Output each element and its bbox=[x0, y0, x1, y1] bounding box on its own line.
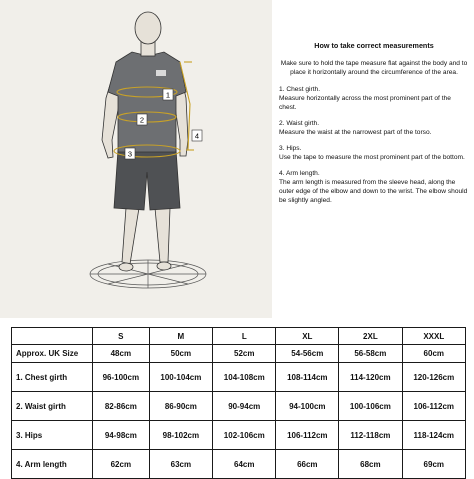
instruction-hips bbox=[279, 144, 469, 162]
marker-2-label: 2 bbox=[139, 115, 145, 125]
instruction-text: Measure horizontally across the most prominent part of the chest. bbox=[279, 95, 451, 111]
table-cell: 118-124cm bbox=[402, 421, 465, 450]
size-header: XL bbox=[276, 328, 339, 345]
t-shirt bbox=[108, 52, 186, 152]
shorts bbox=[114, 150, 180, 210]
table-corner-cell bbox=[12, 328, 93, 345]
instruction-chest bbox=[279, 85, 469, 112]
shirt-logo-icon bbox=[156, 70, 166, 76]
table-cell: 90-94cm bbox=[213, 392, 276, 421]
table-cell: 86-90cm bbox=[149, 392, 212, 421]
table-cell: 64cm bbox=[213, 450, 276, 479]
table-cell: 66cm bbox=[276, 450, 339, 479]
row-label: 4. Arm length bbox=[12, 450, 93, 479]
size-header: 2XL bbox=[339, 328, 402, 345]
table-cell: 108-114cm bbox=[276, 363, 339, 392]
table-row bbox=[12, 345, 466, 363]
marker-4 bbox=[192, 130, 202, 141]
size-chart-table bbox=[11, 327, 466, 479]
mannequin-drawing bbox=[0, 0, 272, 318]
row-label: 3. Hips bbox=[12, 421, 93, 450]
table-row bbox=[12, 450, 466, 479]
table-cell: 112-118cm bbox=[339, 421, 402, 450]
table-cell: 60cm bbox=[402, 345, 465, 363]
table-cell: 69cm bbox=[402, 450, 465, 479]
table-cell: 102-106cm bbox=[213, 421, 276, 450]
table-cell: 50cm bbox=[149, 345, 212, 363]
floor-target-icon bbox=[90, 260, 206, 288]
table-cell: 52cm bbox=[213, 345, 276, 363]
size-header: L bbox=[213, 328, 276, 345]
measurement-illustration bbox=[0, 0, 272, 318]
row-label: 1. Chest girth bbox=[12, 363, 93, 392]
instruction-heading: 3. Hips. bbox=[279, 145, 302, 152]
instructions-intro: Make sure to hold the tape measure flat against the body and to place it horizontally around the circumference of the area. bbox=[280, 60, 468, 76]
measurement-instructions bbox=[279, 41, 469, 212]
table-cell: 98-102cm bbox=[149, 421, 212, 450]
table-row bbox=[12, 392, 466, 421]
table-cell: 96-100cm bbox=[93, 363, 150, 392]
size-header: M bbox=[149, 328, 212, 345]
size-header: XXXL bbox=[402, 328, 465, 345]
table-cell: 100-104cm bbox=[149, 363, 212, 392]
marker-3 bbox=[125, 148, 135, 159]
instruction-text: Measure the waist at the narrowest part of the torso. bbox=[279, 129, 432, 136]
table-cell: 120-126cm bbox=[402, 363, 465, 392]
instruction-waist bbox=[279, 119, 469, 137]
instruction-heading: 4. Arm length. bbox=[279, 170, 320, 177]
row-label: 2. Waist girth bbox=[12, 392, 93, 421]
marker-4-label: 4 bbox=[194, 131, 200, 141]
table-header-row bbox=[12, 328, 466, 345]
marker-3-label: 3 bbox=[127, 149, 133, 159]
head bbox=[135, 12, 161, 56]
marker-2 bbox=[137, 114, 147, 125]
table-cell: 100-106cm bbox=[339, 392, 402, 421]
size-header: S bbox=[93, 328, 150, 345]
table-cell: 114-120cm bbox=[339, 363, 402, 392]
instruction-heading: 2. Waist girth. bbox=[279, 120, 320, 127]
marker-1 bbox=[163, 89, 173, 100]
table-cell: 68cm bbox=[339, 450, 402, 479]
table-cell: 54-56cm bbox=[276, 345, 339, 363]
marker-1-label: 1 bbox=[165, 90, 171, 100]
table-cell: 94-100cm bbox=[276, 392, 339, 421]
table-cell: 106-112cm bbox=[276, 421, 339, 450]
table-cell: 106-112cm bbox=[402, 392, 465, 421]
row-label: Approx. UK Size bbox=[12, 345, 93, 363]
table-cell: 94-98cm bbox=[93, 421, 150, 450]
instructions-title: How to take correct measurements bbox=[314, 41, 434, 50]
instruction-text: The arm length is measured from the sleeve head, along the outer edge of the elbow and down to the wrist. The elbow should be slightly angled. bbox=[279, 179, 468, 204]
table-row bbox=[12, 363, 466, 392]
table-cell: 62cm bbox=[93, 450, 150, 479]
table-cell: 48cm bbox=[93, 345, 150, 363]
legs bbox=[119, 208, 171, 271]
instruction-text: Use the tape to measure the most prominent part of the bottom. bbox=[279, 154, 465, 161]
instruction-heading: 1. Chest girth. bbox=[279, 86, 321, 93]
table-cell: 63cm bbox=[149, 450, 212, 479]
table-cell: 56-58cm bbox=[339, 345, 402, 363]
table-cell: 82-86cm bbox=[93, 392, 150, 421]
table-cell: 104-108cm bbox=[213, 363, 276, 392]
instruction-arm bbox=[279, 169, 469, 205]
table-row bbox=[12, 421, 466, 450]
